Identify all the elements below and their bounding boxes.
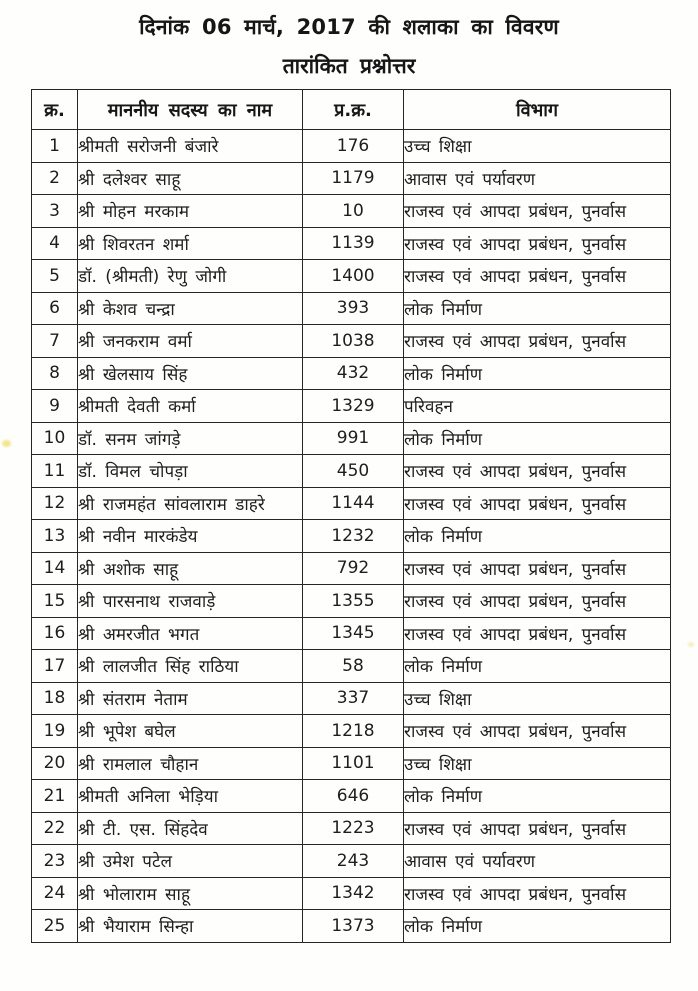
question-number-cell: 58: [303, 650, 404, 683]
member-name-cell: श्री पारसनाथ राजवाड़े: [78, 585, 303, 618]
serial-cell: 1: [32, 130, 78, 163]
department-cell: राजस्व एवं आपदा प्रबंधन, पुनर्वास: [404, 617, 671, 650]
table-row: [32, 357, 671, 390]
question-number-cell: 450: [303, 455, 404, 488]
question-number-cell: 1345: [303, 617, 404, 650]
member-name-cell: श्री शिवरतन शर्मा: [78, 227, 303, 260]
table-row: [32, 585, 671, 618]
department-cell: राजस्व एवं आपदा प्रबंधन, पुनर्वास: [404, 585, 671, 618]
question-number-cell: 1101: [303, 747, 404, 780]
department-cell: राजस्व एवं आपदा प्रबंधन, पुनर्वास: [404, 325, 671, 358]
department-cell: लोक निर्माण: [404, 292, 671, 325]
member-name-cell: श्री भोलाराम साहू: [78, 877, 303, 910]
department-cell: लोक निर्माण: [404, 650, 671, 683]
department-cell: राजस्व एवं आपदा प्रबंधन, पुनर्वास: [404, 552, 671, 585]
question-number-cell: 792: [303, 552, 404, 585]
member-name-cell: श्री टी. एस. सिंहदेव: [78, 812, 303, 845]
table-row: [32, 390, 671, 423]
department-cell: राजस्व एवं आपदा प्रबंधन, पुनर्वास: [404, 877, 671, 910]
table-row: [32, 910, 671, 943]
member-name-cell: श्रीमती सरोजनी बंजारे: [78, 130, 303, 163]
member-name-cell: डॉ. (श्रीमती) रेणु जोगी: [78, 260, 303, 293]
member-name-cell: श्री राजमहंत सांवलाराम डाहरे: [78, 487, 303, 520]
member-name-cell: श्री नवीन मारकंडेय: [78, 520, 303, 553]
question-number-cell: 1218: [303, 715, 404, 748]
document-title: दिनांक 06 मार्च, 2017 की शलाका का विवरण: [139, 15, 559, 39]
question-number-cell: 1223: [303, 812, 404, 845]
serial-cell: 12: [32, 487, 78, 520]
question-number-cell: 432: [303, 357, 404, 390]
question-number-cell: 1400: [303, 260, 404, 293]
table-row: [32, 715, 671, 748]
question-number-cell: 176: [303, 130, 404, 163]
member-name-cell: श्री खेलसाय सिंह: [78, 357, 303, 390]
member-name-cell: श्रीमती देवती कर्मा: [78, 390, 303, 423]
table-row: [32, 812, 671, 845]
question-number-cell: 10: [303, 195, 404, 228]
table-header: [32, 90, 671, 130]
table-row: [32, 520, 671, 553]
header-question-number: प्र.क्र.: [303, 90, 404, 130]
serial-cell: 7: [32, 325, 78, 358]
serial-cell: 9: [32, 390, 78, 423]
department-cell: राजस्व एवं आपदा प्रबंधन, पुनर्वास: [404, 715, 671, 748]
question-number-cell: 1373: [303, 910, 404, 943]
department-cell: राजस्व एवं आपदा प्रबंधन, पुनर्वास: [404, 195, 671, 228]
serial-cell: 23: [32, 845, 78, 878]
table-row: [32, 617, 671, 650]
serial-cell: 18: [32, 682, 78, 715]
table-row: [32, 455, 671, 488]
serial-cell: 22: [32, 812, 78, 845]
department-cell: राजस्व एवं आपदा प्रबंधन, पुनर्वास: [404, 812, 671, 845]
table-row: [32, 292, 671, 325]
serial-cell: 5: [32, 260, 78, 293]
member-name-cell: श्री भैयाराम सिन्हा: [78, 910, 303, 943]
table-row: [32, 682, 671, 715]
table-body: [32, 130, 671, 943]
header-department: विभाग: [404, 90, 671, 130]
question-number-cell: 1329: [303, 390, 404, 423]
department-cell: उच्च शिक्षा: [404, 682, 671, 715]
department-cell: उच्च शिक्षा: [404, 747, 671, 780]
serial-cell: 24: [32, 877, 78, 910]
serial-cell: 6: [32, 292, 78, 325]
member-name-cell: श्री अमरजीत भगत: [78, 617, 303, 650]
scan-artifact: [2, 440, 11, 447]
header-row: [32, 90, 671, 130]
table-row: [32, 552, 671, 585]
question-number-cell: 1355: [303, 585, 404, 618]
member-name-cell: श्री लालजीत सिंह राठिया: [78, 650, 303, 683]
department-cell: लोक निर्माण: [404, 357, 671, 390]
serial-cell: 4: [32, 227, 78, 260]
serial-cell: 8: [32, 357, 78, 390]
header-serial: क्र.: [32, 90, 78, 130]
table-row: [32, 227, 671, 260]
shalaka-table: [31, 89, 671, 943]
header-member-name: माननीय सदस्य का नाम: [78, 90, 303, 130]
department-cell: परिवहन: [404, 390, 671, 423]
serial-cell: 19: [32, 715, 78, 748]
serial-cell: 13: [32, 520, 78, 553]
table-row: [32, 487, 671, 520]
serial-cell: 25: [32, 910, 78, 943]
question-number-cell: 1232: [303, 520, 404, 553]
department-cell: लोक निर्माण: [404, 780, 671, 813]
question-number-cell: 991: [303, 422, 404, 455]
department-cell: लोक निर्माण: [404, 910, 671, 943]
department-cell: उच्च शिक्षा: [404, 130, 671, 163]
member-name-cell: श्री केशव चन्द्रा: [78, 292, 303, 325]
serial-cell: 11: [32, 455, 78, 488]
question-number-cell: 393: [303, 292, 404, 325]
member-name-cell: श्री संतराम नेताम: [78, 682, 303, 715]
department-cell: आवास एवं पर्यावरण: [404, 162, 671, 195]
member-name-cell: डॉ. विमल चोपड़ा: [78, 455, 303, 488]
table-row: [32, 780, 671, 813]
serial-cell: 21: [32, 780, 78, 813]
question-number-cell: 646: [303, 780, 404, 813]
department-cell: लोक निर्माण: [404, 520, 671, 553]
question-number-cell: 1139: [303, 227, 404, 260]
table-row: [32, 422, 671, 455]
question-number-cell: 1179: [303, 162, 404, 195]
member-name-cell: श्री जनकराम वर्मा: [78, 325, 303, 358]
serial-cell: 14: [32, 552, 78, 585]
member-name-cell: श्री दलेश्वर साहू: [78, 162, 303, 195]
question-number-cell: 1342: [303, 877, 404, 910]
serial-cell: 20: [32, 747, 78, 780]
table-row: [32, 130, 671, 163]
serial-cell: 16: [32, 617, 78, 650]
department-cell: राजस्व एवं आपदा प्रबंधन, पुनर्वास: [404, 455, 671, 488]
table-row: [32, 162, 671, 195]
question-number-cell: 337: [303, 682, 404, 715]
member-name-cell: श्रीमती अनिला भेड़िया: [78, 780, 303, 813]
question-number-cell: 243: [303, 845, 404, 878]
member-name-cell: डॉ. सनम जांगड़े: [78, 422, 303, 455]
member-name-cell: श्री उमेश पटेल: [78, 845, 303, 878]
department-cell: राजस्व एवं आपदा प्रबंधन, पुनर्वास: [404, 227, 671, 260]
document-subtitle: तारांकित प्रश्नोत्तर: [282, 54, 416, 78]
scan-artifact: [688, 642, 694, 647]
table-row: [32, 877, 671, 910]
serial-cell: 2: [32, 162, 78, 195]
member-name-cell: श्री अशोक साहू: [78, 552, 303, 585]
department-cell: राजस्व एवं आपदा प्रबंधन, पुनर्वास: [404, 487, 671, 520]
member-name-cell: श्री रामलाल चौहान: [78, 747, 303, 780]
table-row: [32, 845, 671, 878]
department-cell: राजस्व एवं आपदा प्रबंधन, पुनर्वास: [404, 260, 671, 293]
member-name-cell: श्री भूपेश बघेल: [78, 715, 303, 748]
question-number-cell: 1144: [303, 487, 404, 520]
table-row: [32, 260, 671, 293]
question-number-cell: 1038: [303, 325, 404, 358]
table-row: [32, 650, 671, 683]
table-row: [32, 747, 671, 780]
serial-cell: 15: [32, 585, 78, 618]
department-cell: लोक निर्माण: [404, 422, 671, 455]
serial-cell: 10: [32, 422, 78, 455]
serial-cell: 17: [32, 650, 78, 683]
table-row: [32, 195, 671, 228]
member-name-cell: श्री मोहन मरकाम: [78, 195, 303, 228]
serial-cell: 3: [32, 195, 78, 228]
table-row: [32, 325, 671, 358]
department-cell: आवास एवं पर्यावरण: [404, 845, 671, 878]
